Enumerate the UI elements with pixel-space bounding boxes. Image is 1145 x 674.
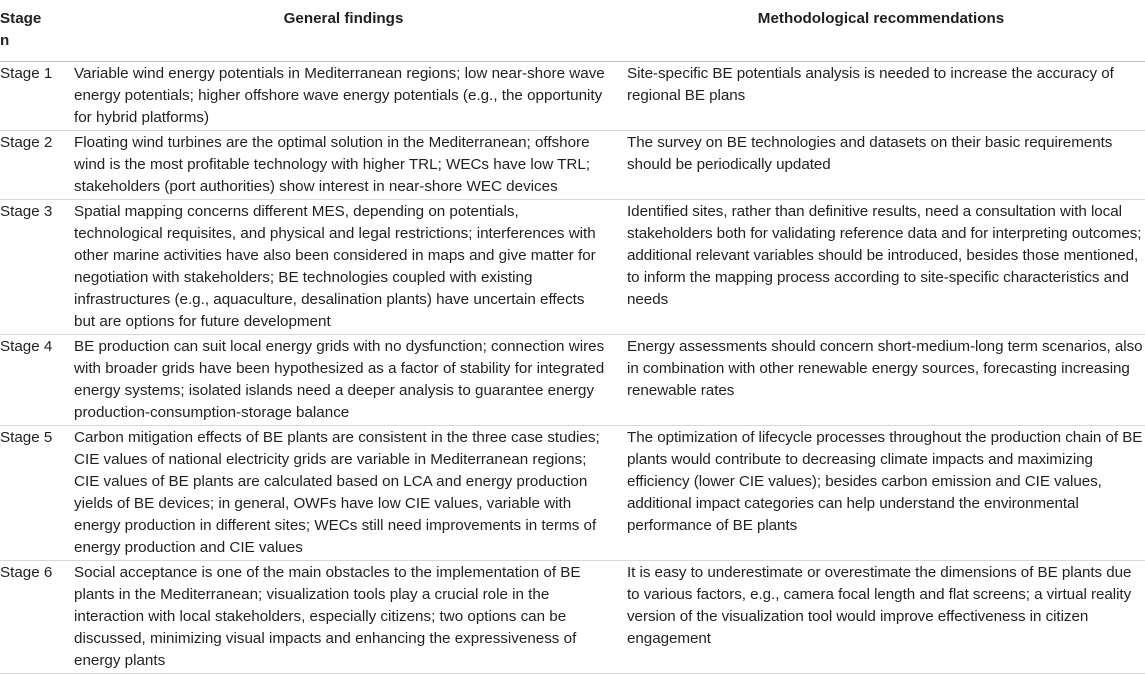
stage-cell: Stage 1 [0, 62, 70, 131]
header-general-findings: General findings [70, 0, 617, 62]
recommendations-cell: It is easy to underestimate or overestimate the dimensions of BE plants due to various factors, e.g., camera focal length and flat screens; a virtual reality version of the visualization tool would improve effectiveness in citizen engagement [617, 561, 1145, 674]
general-findings-cell: Carbon mitigation effects of BE plants are consistent in the three case studies; CIE values of national electricity grids are variable in Mediterranean regions; CIE values of BE plants are calculated based on LCA and energy production yields of BE devices; in general, OWFs have low CIE values, variable with energy production in different sites; WECs still need improvements in terms of energy production and CIE values [70, 426, 617, 561]
general-findings-cell: Spatial mapping concerns different MES, depending on potentials, technological requisites, and physical and legal restrictions; interferences with other marine activities have also been considered in maps and give matter for negotiation with stakeholders; BE technologies coupled with existing infrastructures (e.g., aquaculture, desalination plants) have uncertain effects but are options for future development [70, 200, 617, 335]
table-body [0, 62, 1145, 674]
stage-cell: Stage 5 [0, 426, 70, 561]
stage-cell: Stage 2 [0, 131, 70, 200]
stage-cell: Stage 6 [0, 561, 70, 674]
table-row [0, 200, 1145, 335]
recommendations-cell: Identified sites, rather than definitive results, need a consultation with local stakeholders both for validating reference data and for interpreting outcomes; additional relevant variables should be introduced, besides those mentioned, to inform the mapping process according to site-specific characteristics and needs [617, 200, 1145, 335]
general-findings-cell: Floating wind turbines are the optimal solution in the Mediterranean; offshore wind is the most profitable technology with higher TRL; WECs have low TRL; stakeholders (port authorities) show interest in near-shore WEC devices [70, 131, 617, 200]
recommendations-cell: The optimization of lifecycle processes throughout the production chain of BE plants would contribute to decreasing climate impacts and maximizing efficiency (lower CIE values); besides carbon emission and CIE values, additional impact categories can help understand the environmental performance of BE plants [617, 426, 1145, 561]
general-findings-cell: Social acceptance is one of the main obstacles to the implementation of BE plants in the Mediterranean; visualization tools play a crucial role in the interaction with local stakeholders, especially citizens; two options can be discussed, minimizing visual impacts and enhancing the expressiveness of energy plants [70, 561, 617, 674]
recommendations-cell: Site-specific BE potentials analysis is needed to increase the accuracy of regional BE plans [617, 62, 1145, 131]
table-row [0, 62, 1145, 131]
table-row [0, 561, 1145, 674]
recommendations-cell: Energy assessments should concern short-medium-long term scenarios, also in combination with other renewable energy sources, forecasting increasing renewable rates [617, 335, 1145, 426]
header-stage-label: Stage n [0, 10, 42, 49]
general-findings-cell: BE production can suit local energy grids with no dysfunction; connection wires with broader grids have been hypothesized as a factor of stability for integrated energy systems; isolated islands need a deeper analysis to guarantee energy production-consumption-storage balance [70, 335, 617, 426]
table-row [0, 335, 1145, 426]
table-header [0, 0, 1145, 62]
general-findings-cell: Variable wind energy potentials in Mediterranean regions; low near-shore wave energy potentials; higher offshore wave energy potentials (e.g., the opportunity for hybrid platforms) [70, 62, 617, 131]
table-row [0, 426, 1145, 561]
header-stage [0, 0, 70, 62]
stage-cell: Stage 3 [0, 200, 70, 335]
header-methodological-recommendations: Methodological recommendations [617, 0, 1145, 62]
recommendations-cell: The survey on BE technologies and datasets on their basic requirements should be periodically updated [617, 131, 1145, 200]
stage-cell: Stage 4 [0, 335, 70, 426]
table-row [0, 131, 1145, 200]
header-row [0, 0, 1145, 62]
